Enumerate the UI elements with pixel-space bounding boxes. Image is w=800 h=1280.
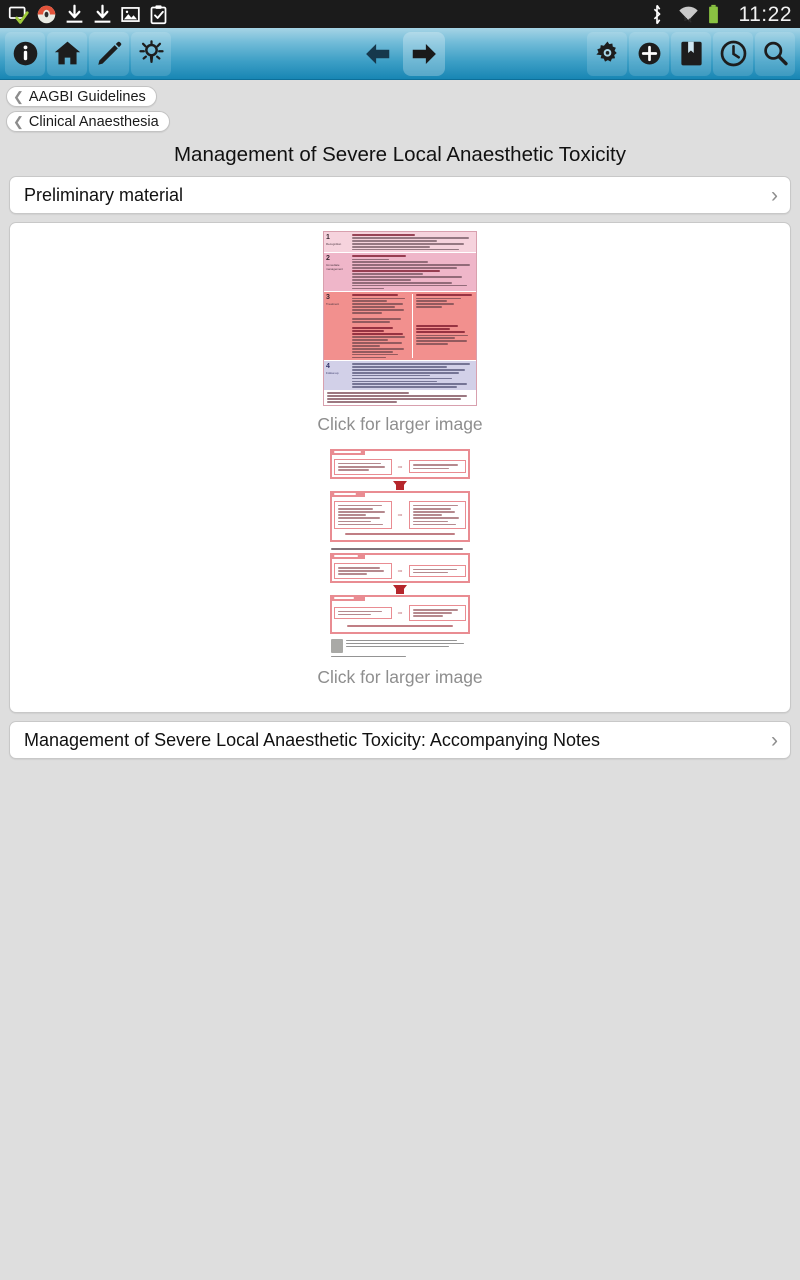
section-body: [349, 253, 476, 291]
status-notification-icons: [8, 4, 169, 25]
preliminary-material-card: [9, 176, 791, 214]
wifi-icon: [678, 4, 699, 25]
plus-circle-icon[interactable]: [629, 32, 669, 76]
flowchart-copyright: [330, 656, 470, 660]
section-number: 4: [326, 363, 330, 371]
table-row: [324, 232, 476, 253]
flow-connector-label: OR: [397, 513, 403, 518]
section-number-cell: [324, 292, 349, 360]
panel-tag: [331, 450, 365, 455]
download-icon-2: [92, 4, 113, 25]
flow-row: [334, 563, 466, 579]
search-icon[interactable]: [755, 32, 795, 76]
list-item-preliminary-material[interactable]: [10, 177, 790, 213]
section-number: 2: [326, 255, 330, 263]
flow-box: [409, 501, 467, 530]
panel-tag: [331, 596, 365, 601]
info-icon[interactable]: [5, 32, 45, 76]
table-footnote: [324, 390, 476, 405]
tools-icon[interactable]: [131, 32, 171, 76]
thumbnail-image-flowchart[interactable]: [330, 449, 470, 659]
section-title: Recognition: [326, 242, 342, 246]
down-arrow-icon: [393, 585, 407, 594]
table-row: [324, 253, 476, 292]
section-number-cell: [324, 361, 349, 390]
section-number-cell: [324, 253, 349, 291]
flow-box: [334, 459, 392, 475]
download-icon: [64, 4, 85, 25]
android-status-bar[interactable]: [0, 0, 800, 28]
flow-box: [334, 607, 392, 620]
flow-box: [409, 565, 467, 578]
flow-row: [334, 605, 466, 621]
figure-aagbi-safety-guideline-table[interactable]: [10, 231, 790, 449]
flow-box: [409, 460, 467, 473]
chevron-left-icon: ❮: [13, 114, 24, 129]
flowchart-source-note: [330, 636, 470, 656]
breadcrumb-label: AAGBI Guidelines: [28, 88, 146, 105]
section-number: 1: [326, 234, 330, 241]
image-icon: [120, 4, 141, 25]
edit-pencil-icon[interactable]: [89, 32, 129, 76]
home-icon[interactable]: [47, 32, 87, 76]
flow-footnote: [334, 529, 466, 538]
chevron-right-icon: ›: [771, 728, 778, 752]
flowchart-panel-adult: [330, 449, 470, 479]
status-system-icons: [649, 4, 793, 25]
chevron-left-icon: ❮: [13, 89, 24, 104]
forward-arrow-icon[interactable]: [403, 32, 445, 76]
gear-icon[interactable]: [587, 32, 627, 76]
breadcrumb: [0, 80, 800, 136]
flowchart-panel-dosing-followup: [330, 595, 470, 634]
battery-icon: [707, 4, 728, 25]
figures-card: [9, 222, 791, 713]
section-body: [349, 232, 476, 252]
flow-connector-label: OR: [397, 610, 403, 615]
thumbnail-image-guideline-table[interactable]: [323, 231, 477, 406]
flow-box: [334, 501, 392, 530]
flow-box: [409, 605, 467, 621]
clock-icon[interactable]: [713, 32, 753, 76]
section-body: [349, 292, 476, 360]
figure-caption[interactable]: Click for larger image: [317, 413, 483, 434]
panel-tag: [331, 554, 365, 559]
section-number: 3: [326, 294, 330, 302]
figure-lipid-emulsion-flowchart[interactable]: [10, 449, 790, 702]
back-arrow-icon[interactable]: [357, 32, 399, 76]
toolbar-left-group: [0, 32, 172, 76]
flow-connector-label: OR: [397, 464, 403, 469]
flow-box: [334, 563, 392, 579]
page-title: Management of Severe Local Anaesthetic Toxicity: [0, 136, 800, 176]
list-item-label: Management of Severe Local Anaesthetic Toxicity: Accompanying Notes: [24, 729, 600, 750]
list-item-label: Preliminary material: [24, 184, 184, 205]
section-title: Follow-up: [326, 371, 339, 376]
section-title: Treatment: [326, 302, 340, 307]
breadcrumb-label: Clinical Anaesthesia: [28, 113, 159, 130]
app-notification-icon: [36, 4, 57, 25]
flow-row: [334, 459, 466, 475]
app-toolbar: [0, 28, 800, 80]
bookmark-icon[interactable]: [671, 32, 711, 76]
flowchart-panel-followup: [330, 491, 470, 542]
breadcrumb-item-aagbi-guidelines[interactable]: [6, 86, 157, 107]
flow-footnote: [334, 621, 466, 630]
toolbar-right-group: [586, 32, 800, 76]
flow-connector-label: OR: [397, 568, 403, 573]
bluetooth-icon: [649, 4, 670, 25]
status-clock: 11:22: [738, 2, 792, 26]
table-row: [324, 361, 476, 390]
screen-check-icon: [8, 4, 29, 25]
down-arrow-icon: [393, 481, 407, 490]
table-row: [324, 292, 476, 361]
section-body: [349, 361, 476, 390]
chevron-right-icon: ›: [771, 183, 778, 207]
flowchart-panel-dosing-adult: [330, 553, 470, 583]
breadcrumb-item-clinical-anaesthesia[interactable]: [6, 111, 170, 132]
figure-caption[interactable]: Click for larger image: [317, 667, 483, 688]
list-item-accompanying-notes[interactable]: [10, 722, 790, 758]
accompanying-notes-card: [9, 721, 791, 759]
toolbar-navigation-group: [357, 32, 445, 76]
section-title: Immediate management: [326, 263, 343, 271]
clipboard-check-icon: [148, 4, 169, 25]
flow-row: [334, 501, 466, 530]
section-number-cell: [324, 232, 349, 252]
panel-tag: [331, 492, 365, 497]
aagbi-crest-logo: [331, 639, 343, 653]
